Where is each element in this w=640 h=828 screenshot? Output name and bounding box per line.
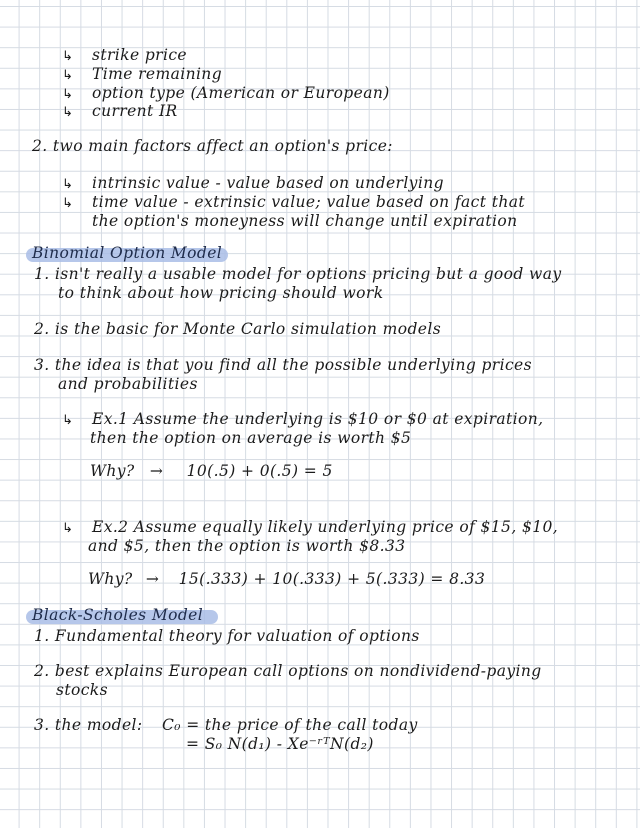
why-2: Why? → 15(.333) + 10(.333) + 5(.333) = 8.33 (88, 570, 486, 588)
binomial-item-continued: and probabilities (58, 375, 198, 393)
bs-item-continued: stocks (56, 681, 108, 699)
bs-item: 3. the model: (34, 716, 143, 734)
example-1-continued: then the option on average is worth $5 (90, 429, 412, 447)
sub-arrow-icon: ↳ (62, 49, 74, 64)
bs-model-line-1: C₀ = the price of the call today (162, 716, 418, 734)
example-2: ↳ Ex.2 Assume equally likely underlying price of $15, $10, (62, 518, 559, 536)
sub-arrow-icon: ↳ (62, 413, 74, 428)
formula-1: 10(.5) + 0(.5) = 5 (186, 462, 333, 480)
intro-bullet: ↳ option type (American or European) (62, 84, 390, 102)
factors-item: 2. two main factors affect an option's price: (32, 137, 393, 155)
example-1: ↳ Ex.1 Assume the underlying is $10 or $0 at expiration, (62, 410, 544, 428)
factor-bullet: ↳ time value - extrinsic value; value based on fact that (62, 193, 525, 211)
binomial-item-continued: to think about how pricing should work (58, 284, 384, 302)
right-arrow-icon: → (145, 570, 160, 588)
binomial-item: 2. is the basic for Monte Carlo simulation models (34, 320, 442, 338)
factor-bullet-continued: the option's moneyness will change until expiration (92, 212, 518, 230)
intro-bullet: ↳ Time remaining (62, 65, 223, 83)
formula-2: 15(.333) + 10(.333) + 5(.333) = 8.33 (178, 570, 486, 588)
example-2-continued: and $5, then the option is worth $8.33 (88, 537, 406, 555)
binomial-item: 1. isn't really a usable model for options pricing but a good way (34, 265, 562, 283)
intro-bullet: ↳ current IR (62, 102, 178, 120)
sub-arrow-icon: ↳ (62, 177, 74, 192)
sub-arrow-icon: ↳ (62, 87, 74, 102)
binomial-heading: Binomial Option Model (32, 244, 223, 262)
sub-arrow-icon: ↳ (62, 196, 74, 211)
bs-item: 1. Fundamental theory for valuation of options (34, 627, 420, 645)
sub-arrow-icon: ↳ (62, 68, 74, 83)
why-1: Why? → 10(.5) + 0(.5) = 5 (90, 462, 333, 480)
sub-arrow-icon: ↳ (62, 105, 74, 120)
binomial-item: 3. the idea is that you find all the possible underlying prices (34, 356, 532, 374)
intro-bullet: ↳ strike price (62, 46, 187, 64)
black-scholes-heading: Black-Scholes Model (32, 606, 204, 624)
right-arrow-icon: → (149, 462, 164, 480)
factor-bullet: ↳ intrinsic value - value based on underlying (62, 174, 444, 192)
sub-arrow-icon: ↳ (62, 521, 74, 536)
bs-item: 2. best explains European call options on nondividend-paying (34, 662, 542, 680)
bs-model-line-2: = S₀ N(d₁) - Xe⁻ʳᵀN(d₂) (186, 735, 374, 753)
